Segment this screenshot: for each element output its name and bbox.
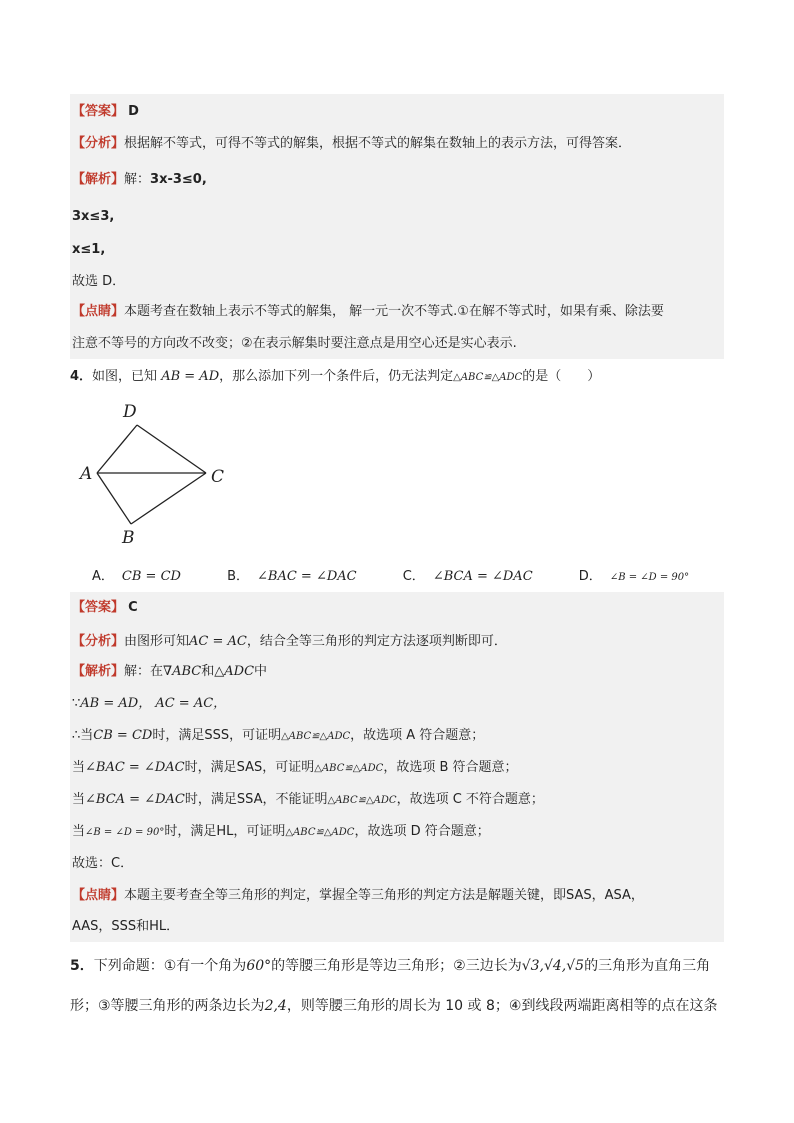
q4-case-line bbox=[72, 758, 518, 779]
q4-options bbox=[92, 567, 731, 588]
case-cond: CB = CD bbox=[93, 728, 153, 743]
q3-solution-row bbox=[72, 170, 207, 190]
q4-number: 4． bbox=[70, 369, 93, 384]
q3-step3: x≤1, bbox=[72, 242, 106, 257]
label-b: B bbox=[122, 528, 135, 548]
segment-ab bbox=[97, 473, 131, 524]
case-post: ，故选项 C 不符合题意； bbox=[396, 792, 544, 807]
option-c-text: ∠BCA = ∠DAC bbox=[432, 569, 533, 584]
q3-answer-row bbox=[72, 102, 139, 122]
q4-solution-a: 解：在 bbox=[124, 664, 164, 679]
q3-analysis-tag: 【分析】 bbox=[72, 136, 125, 151]
option-c-letter: C． bbox=[402, 569, 425, 584]
q3-solution-tag: 【解析】 bbox=[72, 172, 125, 187]
q5-number: 5． bbox=[70, 958, 94, 974]
label-c: C bbox=[211, 467, 225, 487]
case-tri: △ABC≌△ADC bbox=[327, 795, 397, 806]
option-b-text: ∠BAC = ∠DAC bbox=[257, 569, 357, 584]
q3-answer-tag: 【答案】 bbox=[72, 104, 125, 119]
q3-analysis-row bbox=[72, 134, 631, 154]
q4-case-line bbox=[72, 726, 484, 747]
q4-figure bbox=[75, 398, 235, 548]
q4-analysis-row bbox=[72, 632, 507, 652]
q5-line2-a: 形；③等腰三角形的两条边长为 bbox=[70, 998, 265, 1014]
q5-line2-nums: 2,4 bbox=[264, 998, 287, 1014]
case-mid: 时，满足HL，可证明 bbox=[164, 824, 286, 839]
q4-case-line bbox=[72, 790, 544, 811]
case-cond: ∠BCA = ∠DAC bbox=[85, 792, 185, 807]
q4-stem-c: 的是（ ） bbox=[522, 369, 601, 384]
q3-comment-line2: 注意不等号的方向改不改变；②在表示解集时要注意点是用空心还是实心表示. bbox=[72, 336, 517, 351]
q5-line1 bbox=[70, 956, 710, 976]
case-tri: △ABC≌△ADC bbox=[314, 763, 384, 774]
option-b[interactable] bbox=[227, 569, 357, 584]
q5-line1-deg: 60° bbox=[246, 958, 272, 974]
case-mid: 时，满足SSA，不能证明 bbox=[184, 792, 328, 807]
q4-given-eq: AB = AD， AC = AC， bbox=[80, 696, 227, 711]
q5-line1-b: 的等腰三角形是等边三角形；②三边长为 bbox=[271, 958, 522, 974]
case-pre: ∴当 bbox=[72, 728, 94, 743]
segment-ad bbox=[97, 425, 137, 473]
case-mid: 时，满足SAS，可证明 bbox=[184, 760, 315, 775]
option-a[interactable] bbox=[92, 569, 181, 584]
case-pre: 当 bbox=[72, 824, 86, 839]
q3-solution-prefix: 解： bbox=[124, 172, 151, 187]
q4-answer-row bbox=[72, 598, 138, 618]
q4-solution-and: 和 bbox=[201, 664, 215, 679]
option-d[interactable] bbox=[579, 569, 689, 584]
q4-stem-a: 如图，已知 bbox=[92, 369, 158, 384]
option-c[interactable] bbox=[403, 569, 533, 584]
segment-bc bbox=[131, 473, 206, 524]
q4-solution-tri1: ∇ABC bbox=[163, 664, 202, 679]
q4-analysis-tag: 【分析】 bbox=[72, 634, 125, 649]
case-tri: △ABC≌△ADC bbox=[281, 731, 351, 742]
q4-stem-tri: △ABC≌△ADC bbox=[453, 372, 523, 383]
q3-answer: D bbox=[128, 104, 139, 119]
q4-given-row bbox=[72, 694, 226, 714]
q3-step4: 故选 D． bbox=[72, 274, 126, 289]
q5-line2-b: ，则等腰三角形的周长为 10 或 8；④到线段两端距离相等的点在这条 bbox=[286, 998, 718, 1014]
q4-solution-row bbox=[72, 662, 267, 682]
q4-given-because: ∵ bbox=[72, 696, 81, 711]
case-post: ，故选项 D 符合题意； bbox=[354, 824, 490, 839]
label-d: D bbox=[123, 402, 137, 422]
case-pre: 当 bbox=[72, 792, 86, 807]
case-post: ，故选项 B 符合题意； bbox=[383, 760, 518, 775]
case-tri: △ABC≌△ADC bbox=[285, 827, 355, 838]
q4-analysis-b: ，结合全等三角形的判定方法逐项判断即可． bbox=[246, 634, 507, 649]
q3-analysis-text: 根据解不等式，可得不等式的解集，根据不等式的解集在数轴上的表示方法，可得答案． bbox=[124, 136, 632, 151]
q4-analysis-a: 由图形可知 bbox=[124, 634, 190, 649]
option-b-letter: B． bbox=[227, 569, 249, 584]
option-d-letter: D． bbox=[578, 569, 602, 584]
q4-comment-tag: 【点睛】 bbox=[72, 888, 125, 903]
option-a-text: CB = CD bbox=[121, 569, 181, 584]
q4-stem bbox=[70, 367, 600, 388]
q4-case-line bbox=[72, 822, 490, 843]
q3-step2: 3x≤3, bbox=[72, 209, 115, 224]
q5-line1-c: 的三角形为直角三角 bbox=[584, 958, 711, 974]
option-a-letter: A． bbox=[92, 569, 114, 584]
case-cond: ∠B = ∠D = 90° bbox=[85, 827, 165, 838]
q4-choose: 故选：C． bbox=[72, 856, 134, 871]
q3-comment-tag: 【点睛】 bbox=[72, 304, 125, 319]
q4-stem-eq: AB = AD bbox=[161, 369, 220, 384]
q5-line1-roots: √3,√4,√5 bbox=[521, 958, 585, 974]
q3-comment-line1: 本题考查在数轴上表示不等式的解集， 解一元一次不等式.①在解不等式时，如果有乘、除法要 bbox=[124, 304, 664, 319]
q3-comment-row1 bbox=[72, 302, 664, 322]
label-a: A bbox=[80, 464, 93, 484]
q4-solution-in: 中 bbox=[254, 664, 268, 679]
q4-comment-line1: 本题主要考查全等三角形的判定，掌握全等三角形的判定方法是解题关键，即SAS，ASA， bbox=[124, 888, 644, 903]
case-cond: ∠BAC = ∠DAC bbox=[85, 760, 185, 775]
q4-comment-row1 bbox=[72, 886, 644, 906]
q4-answer-tag: 【答案】 bbox=[72, 600, 125, 615]
q4-solution-tri2: △ADC bbox=[214, 664, 255, 679]
q5-line2 bbox=[70, 996, 717, 1016]
case-post: ，故选项 A 符合题意； bbox=[350, 728, 485, 743]
q4-comment-line2: AAS，SSS和HL． bbox=[72, 919, 180, 934]
option-d-text: ∠B = ∠D = 90° bbox=[609, 572, 690, 583]
q4-stem-b: ，那么添加下列一个条件后，仍无法判定 bbox=[219, 369, 454, 384]
q4-analysis-eq: AC = AC bbox=[189, 634, 247, 649]
q4-solution-tag: 【解析】 bbox=[72, 664, 125, 679]
q5-line1-a: 下列命题：①有一个角为 bbox=[93, 958, 247, 974]
case-pre: 当 bbox=[72, 760, 86, 775]
segment-dc bbox=[137, 425, 206, 473]
q4-answer: C bbox=[128, 600, 138, 615]
q3-solution-step1: 3x-3≤0, bbox=[150, 172, 207, 187]
case-mid: 时，满足SSS，可证明 bbox=[152, 728, 282, 743]
